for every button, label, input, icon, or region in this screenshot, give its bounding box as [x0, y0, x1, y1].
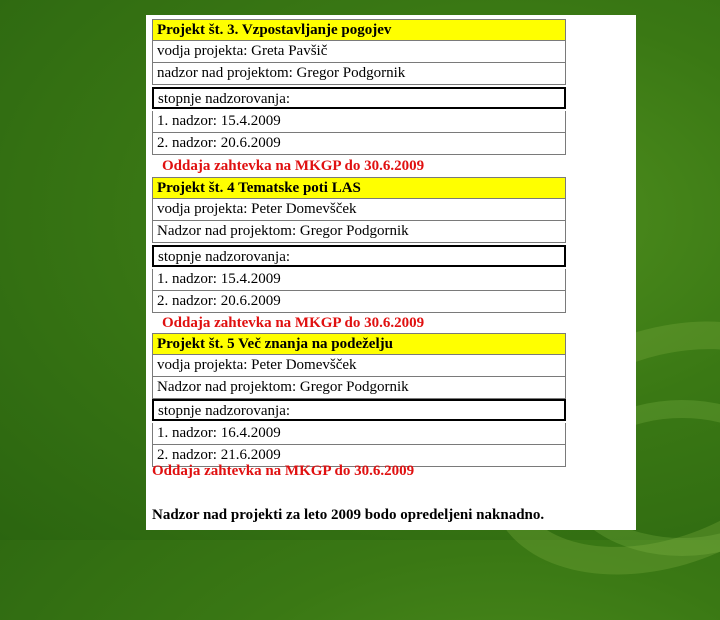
project-5-deadline: Oddaja zahtevka na MKGP do 30.6.2009 — [152, 463, 415, 479]
project-3-supervision: nadzor nad projektom: Gregor Podgornik — [152, 63, 566, 85]
project-3-deadline: Oddaja zahtevka na MKGP do 30.6.2009 — [162, 158, 425, 174]
project-4-leader: vodja projekta: Peter Domevšček — [152, 199, 566, 221]
project-5-title: Projekt št. 5 Več znanja na podeželju — [152, 333, 566, 355]
project-4-inspection-2: 2. nadzor: 20.6.2009 — [152, 291, 566, 313]
project-3-stages: stopnje nadzorovanja: — [152, 87, 566, 109]
project-3-leader: vodja projekta: Greta Pavšič — [152, 41, 566, 63]
project-3-title: Projekt št. 3. Vzpostavljanje pogojev — [152, 19, 566, 41]
project-4-stages: stopnje nadzorovanja: — [152, 245, 566, 267]
project-3-inspection-1: 1. nadzor: 15.4.2009 — [152, 111, 566, 133]
project-5-leader: vodja projekta: Peter Domevšček — [152, 355, 566, 377]
project-5-supervision: Nadzor nad projektom: Gregor Podgornik — [152, 377, 566, 399]
footer-note: Nadzor nad projekti za leto 2009 bodo opredeljeni naknadno. — [152, 507, 545, 523]
project-5-inspection-2: 2. nadzor: 21.6.2009 — [152, 445, 566, 467]
project-4-inspection-1: 1. nadzor: 15.4.2009 — [152, 269, 566, 291]
project-4-title: Projekt št. 4 Tematske poti LAS — [152, 177, 566, 199]
project-5-stages: stopnje nadzorovanja: — [152, 399, 566, 421]
project-4-deadline: Oddaja zahtevka na MKGP do 30.6.2009 — [162, 315, 425, 331]
project-3-inspection-2: 2. nadzor: 20.6.2009 — [152, 133, 566, 155]
project-5-inspection-1: 1. nadzor: 16.4.2009 — [152, 423, 566, 445]
project-4-supervision: Nadzor nad projektom: Gregor Podgornik — [152, 221, 566, 243]
document-page — [146, 15, 636, 530]
